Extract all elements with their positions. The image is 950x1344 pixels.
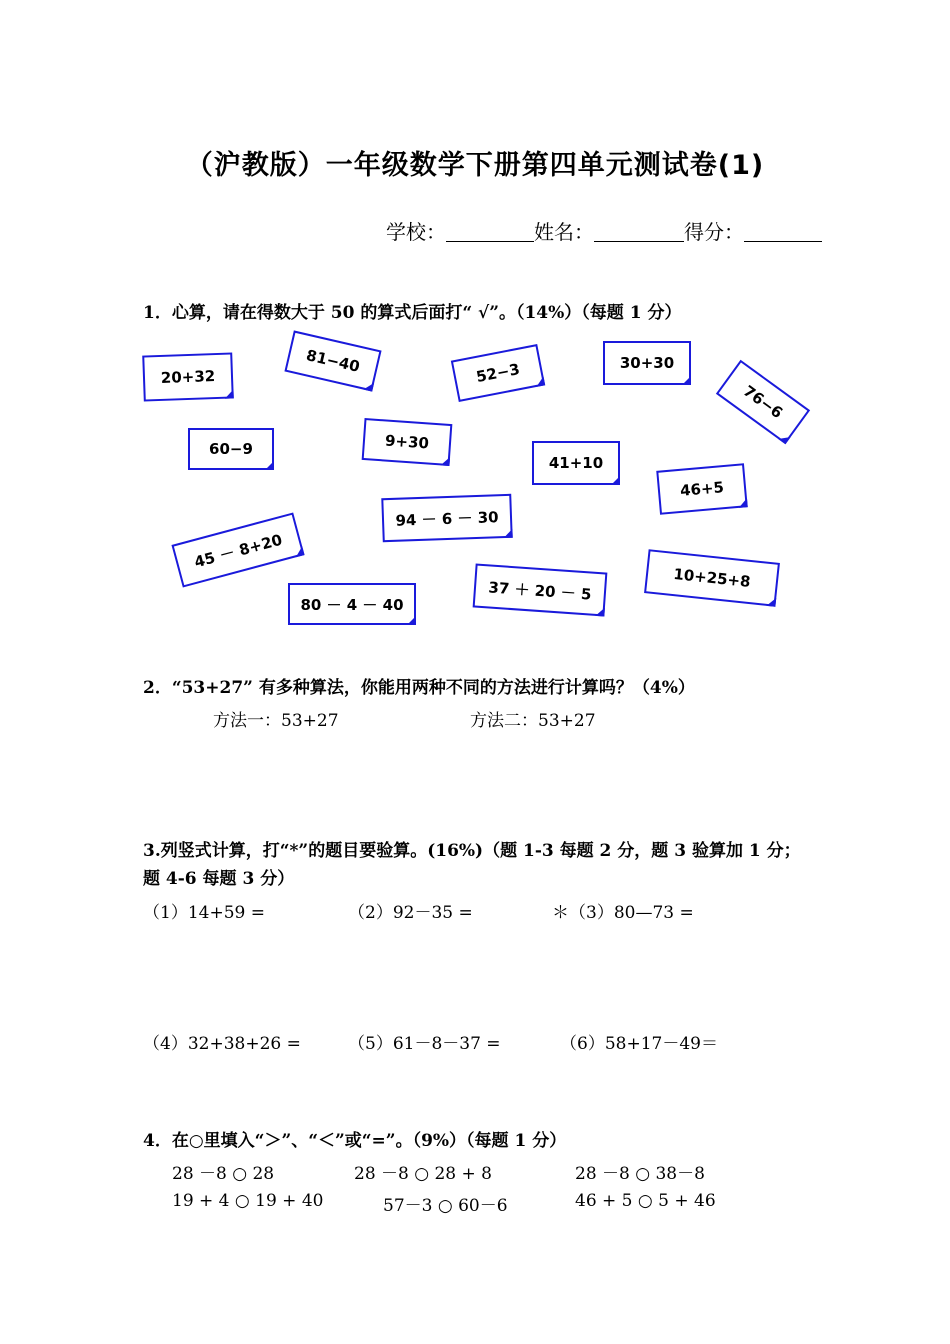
card-2[interactable] [284, 330, 381, 391]
card-13-label: 37 ＋ 20 － 5 [487, 577, 592, 604]
card-11-label: 45 － 8+20 [192, 530, 285, 571]
score-label: 得分： [684, 220, 744, 244]
card-7-label: 9+30 [384, 431, 430, 453]
fold-corner [535, 376, 546, 387]
card-2-label: 81−40 [304, 346, 362, 376]
q1-prompt: 1．心算，请在得数大于 50 的算式后面打“ √”。（14%）（每题 1 分） [143, 303, 682, 323]
fold-corner [440, 456, 450, 466]
card-11[interactable] [171, 512, 304, 587]
card-4[interactable] [603, 341, 691, 385]
card-10-label: 94 － 6 － 30 [395, 507, 499, 530]
card-8-label: 41+10 [548, 454, 604, 472]
card-12-label: 80 － 4 － 40 [300, 595, 404, 614]
card-10[interactable] [381, 494, 512, 543]
q3-item-6: （6）58+17－49＝ [560, 1034, 718, 1054]
card-7[interactable] [362, 418, 453, 466]
card-12[interactable] [288, 583, 416, 625]
card-4-label: 30+30 [619, 354, 675, 372]
fold-corner [503, 529, 512, 538]
q4-item-3: 28 －8 ○ 38－8 [575, 1164, 705, 1184]
q3-prompt-line-1: 3.列竖式计算，打“*”的题目要验算。(16%)（题 1-3 每题 2 分，题 3 验算加 1 分； [143, 841, 801, 861]
card-9-label: 46+5 [679, 478, 725, 500]
card-14[interactable] [644, 549, 780, 607]
q3-item-4: （4）32+38+26 = [143, 1034, 301, 1054]
card-3-label: 52−3 [474, 359, 522, 387]
card-1-label: 20+32 [160, 367, 216, 387]
q4-item-4: 19 + 4 ○ 19 + 40 [172, 1191, 324, 1211]
q3-item-3: ＊（3）80—73 = [552, 903, 694, 923]
q3-item-2: （2）92－35 = [348, 903, 473, 923]
fold-corner [778, 432, 791, 445]
fold-corner [407, 616, 416, 625]
score-blank[interactable] [744, 221, 822, 242]
q4-item-2: 28 －8 ○ 28 + 8 [354, 1164, 492, 1184]
card-9[interactable] [656, 463, 748, 515]
fold-corner [682, 376, 691, 385]
card-6-label: 60−9 [209, 440, 253, 458]
school-blank[interactable] [446, 221, 534, 242]
q2-prompt: 2．“53+27” 有多种算法，你能用两种不同的方法进行计算吗？（4%） [143, 678, 695, 698]
fold-corner [224, 389, 233, 398]
fold-corner [294, 546, 305, 557]
card-1[interactable] [142, 352, 234, 401]
card-6[interactable] [188, 428, 274, 470]
q4-item-6: 46 + 5 ○ 5 + 46 [575, 1191, 716, 1211]
name-blank[interactable] [594, 221, 684, 242]
fold-corner [265, 461, 274, 470]
q2-method-1: 方法一：53+27 [213, 711, 339, 731]
fold-corner [611, 476, 620, 485]
card-14-label: 10+25+8 [672, 565, 752, 591]
card-13[interactable] [473, 563, 608, 616]
card-5-label: 76−6 [739, 381, 787, 423]
page-title: （沪教版）一年级数学下册第四单元测试卷(1) [185, 150, 765, 181]
q4-item-5: 57－3 ○ 60－6 [383, 1196, 508, 1216]
q4-prompt: 4．在○里填入“＞”、“＜”或“=”。（9%）（每题 1 分） [143, 1131, 567, 1151]
q2-method-2: 方法二：53+27 [470, 711, 596, 731]
card-3[interactable] [451, 344, 545, 402]
q3-prompt-line-2: 题 4-6 每题 3 分） [143, 869, 295, 889]
student-info [386, 216, 822, 245]
school-label: 学校： [386, 220, 446, 244]
card-8[interactable] [532, 441, 620, 485]
q4-item-1: 28 －8 ○ 28 [172, 1164, 275, 1184]
card-5[interactable] [716, 360, 810, 445]
fold-corner [363, 381, 374, 392]
fold-corner [766, 597, 776, 607]
q3-item-5: （5）61－8－37 = [348, 1034, 501, 1054]
fold-corner [738, 498, 748, 508]
q3-item-1: （1）14+59 = [143, 903, 265, 923]
fold-corner [595, 607, 605, 617]
name-label: 姓名： [534, 220, 594, 244]
